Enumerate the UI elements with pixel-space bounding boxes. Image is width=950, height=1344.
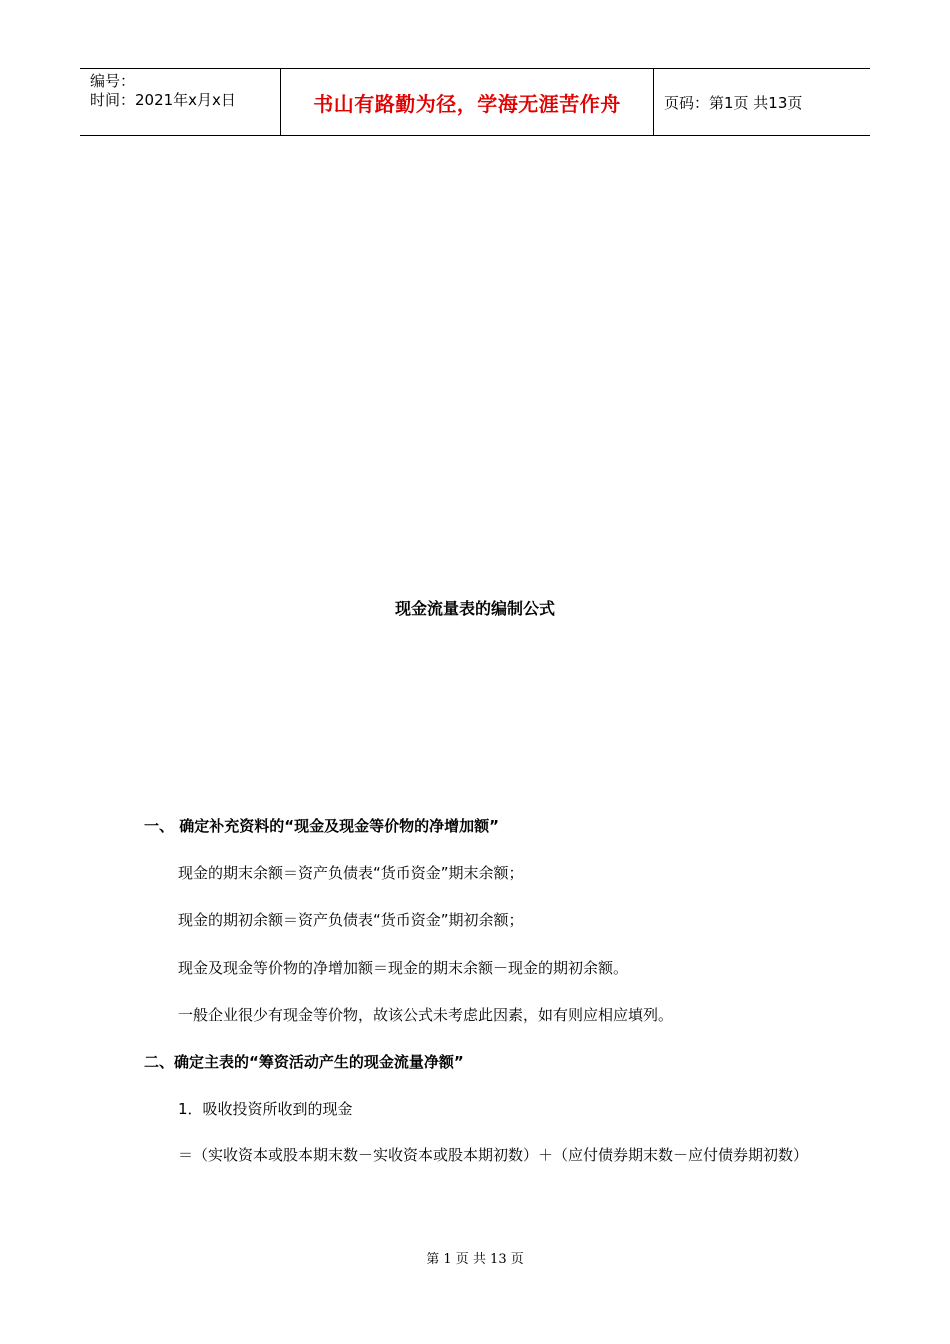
paragraph-line: 现金的期初余额＝资产负债表“货币资金”期初余额； [178,911,524,929]
paragraph-line: 1．吸收投资所收到的现金 [178,1100,353,1118]
document-number-label: 编号： [90,72,136,90]
header-motto-cell [281,69,654,135]
section-heading-2: 二、确定主表的“筹资活动产生的现金流量净额” [144,1053,464,1071]
paragraph-line: 一般企业很少有现金等价物，故该公式未考虑此因素，如有则应相应填列。 [178,1006,674,1024]
paragraph-line: 现金及现金等价物的净增加额＝现金的期末余额－现金的期初余额。 [178,959,629,977]
section-heading-1: 一、 确定补充资料的“现金及现金等价物的净增加额” [144,817,499,835]
header-meta-cell [80,69,281,135]
header-page-info: 页码：第1页 共13页 [664,93,803,112]
header-page-cell [654,69,870,135]
document-title: 现金流量表的编制公式 [394,599,555,618]
document-header [80,68,870,136]
page-footer: 第 1 页 共 13 页 [426,1252,524,1267]
paragraph-line: 现金的期末余额＝资产负债表“货币资金”期末余额； [178,864,524,882]
document-time-label: 时间：2021年x月x日 [90,91,236,109]
paragraph-wrapped: ＝（实收资本或股本期末数－实收资本或股本期初数）＋（应付债券期末数－应付债券期初数） [178,1146,809,1164]
header-motto: 书山有路勤为径，学海无涯苦作舟 [313,91,621,116]
